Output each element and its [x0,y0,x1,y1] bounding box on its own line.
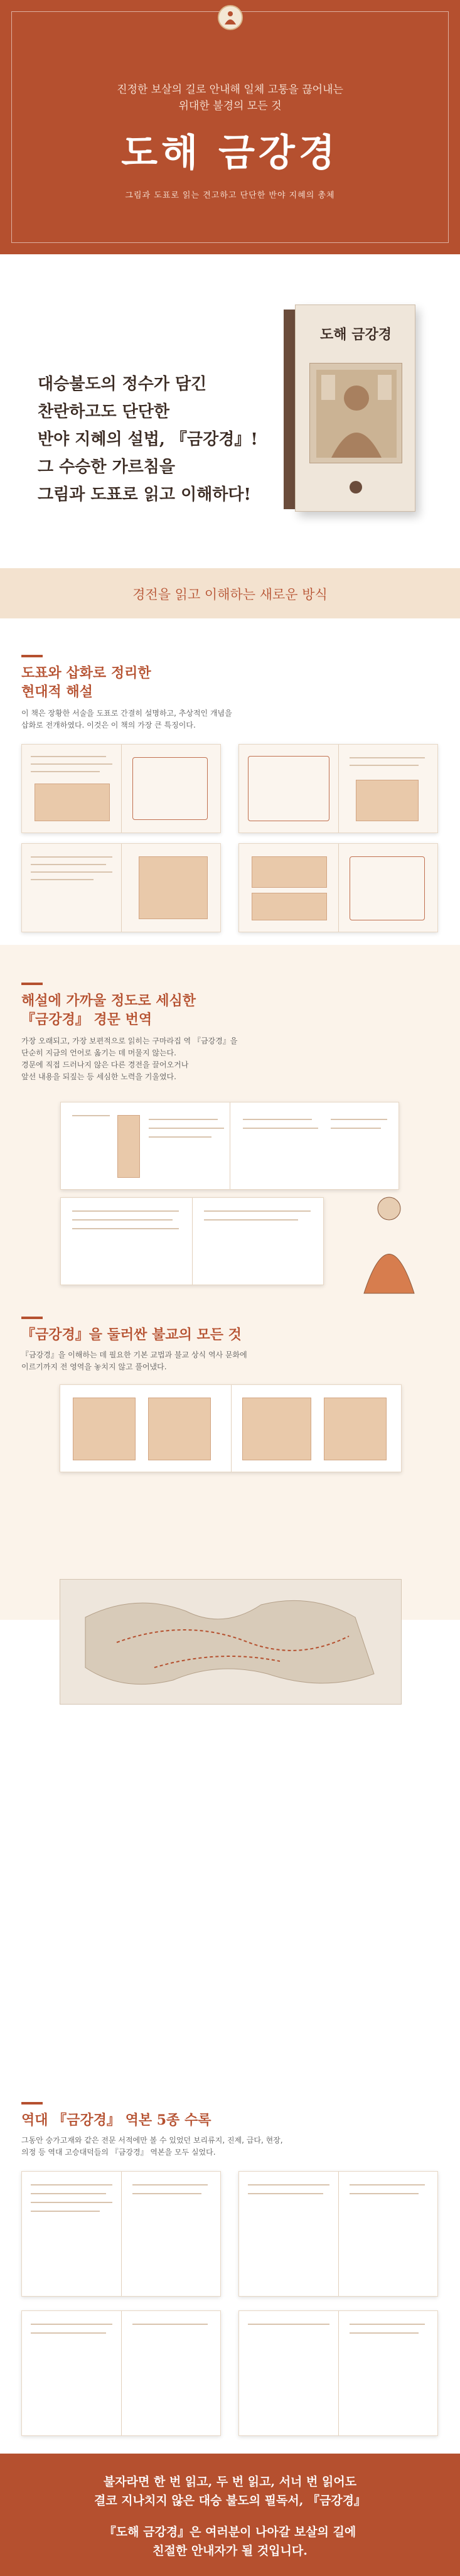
intro-line: 대승불도의 정수가 담긴 [38,375,207,394]
section-title [21,991,196,1029]
method-banner [0,568,460,618]
page-spread-image [238,2171,438,2297]
section-title-line: 『금강경』 경문 번역 [21,1011,152,1028]
book-front [295,304,415,512]
footer-line: 『도해 금강경』은 여러분이 나아갈 보살의 길에 [104,2525,356,2539]
section-body [21,1349,385,1373]
page-spread-image [21,2171,221,2297]
section-body-line: 경문에 직접 드러나지 않은 다른 경전을 끌어오거나 [21,1060,189,1069]
map-illustration [60,1579,402,1705]
page-spread-image [21,843,221,932]
book-title: 도해 금강경 [320,326,392,343]
section-accent-bar [21,983,43,985]
hero-section [0,0,460,254]
section-title-line: 해설에 가까울 정도로 세심한 [21,993,196,1009]
footer-line: 결코 지나치지 않은 대승 불도의 필독서, 『금강경』 [94,2494,366,2508]
page-spread-image [21,2310,221,2436]
section-body-line: 이르기까지 전 영역을 놓치지 않고 풀어냈다. [21,1362,167,1371]
section-accent-bar [21,655,43,657]
section-body-line: 앞선 내용을 되짚는 등 세심한 노력을 기울였다. [21,1072,176,1081]
section-buddhism [0,1271,460,1620]
section-title-line: 도표와 삽화로 정리한 [21,665,151,681]
book-cover-image [284,304,415,512]
intro-section [0,254,460,568]
publisher-logo [350,481,362,493]
method-banner-text: 경전을 읽고 이해하는 새로운 방식 [132,587,328,602]
hero-tagline: 그림과 도표로 읽는 견고하고 단단한 반야 지혜의 총체 [125,191,335,200]
intro-line: 찬란하고도 단단한 [38,402,169,421]
intro-line: 그 수승한 가르침을 [38,458,176,477]
page-spread-image [21,744,221,833]
section-body [21,2135,385,2158]
section-body-line: 그동안 숭가고재와 같은 전문 서적에만 볼 수 있었던 보리류지, 진제, 급다, 현장, [21,2136,283,2145]
section-title: 『금강경』을 둘러싼 불교의 모든 것 [21,1327,242,1343]
section-title-line: 현대적 해설 [21,684,93,700]
footer-line: 불자라면 한 번 읽고, 두 번 읽고, 서너 번 읽어도 [103,2475,357,2489]
section-body [21,708,385,731]
section-title: 역대 『금강경』 역본 5종 수록 [21,2112,211,2128]
section-accent-bar [21,2102,43,2104]
page-spread-image [238,744,438,833]
section-translation [0,945,460,1271]
page-spread-image [60,1384,402,1472]
buddha-icon [218,5,243,30]
section-body-line: 이 책은 장황한 서술을 도표로 간결히 설명하고, 추상적인 개념을 [21,709,232,718]
page-spread-image [60,1102,399,1190]
hero-subtitle [0,82,460,114]
intro-headline [38,370,258,509]
intro-line: 반야 지혜의 설법, 『금강경』! [38,430,258,449]
section-body-line: 『금강경』을 이해하는 데 필요한 기본 교법과 불교 상식 역사 문화에 [21,1350,247,1359]
footer-line: 친절한 안내자가 될 것입니다. [152,2544,308,2558]
hero-subtitle-line: 위대한 불경의 모든 것 [178,100,282,112]
section-body-line: 단순히 지금의 언어로 옮기는 데 머물지 않는다. [21,1048,176,1057]
section-accent-bar [21,1317,43,1319]
section-body-line: 가장 오래되고, 가장 보편적으로 읽히는 구마라집 역 『금강경』을 [21,1037,238,1045]
intro-line: 그림과 도표로 읽고 이해하다! [38,485,251,504]
section-body-line: 삽화로 전개하였다. 이것은 이 책의 가장 큰 특징이다. [21,721,196,730]
footer-section [0,2454,460,2576]
hero-subtitle-line: 진정한 보살의 길로 안내해 일체 고통을 끊어내는 [117,84,343,96]
section-translations [0,2091,460,2454]
section-title [21,664,151,701]
section-body-line: 의정 등 역대 고승대덕들의 『금강경』 역본을 모두 실었다. [21,2148,216,2157]
page-spread-image [238,2310,438,2436]
page-spread-image [238,843,438,932]
section-diagrams [0,618,460,945]
book-illustration [309,363,402,463]
section-body [21,1035,385,1083]
hero-title: 도해 금강경 [121,131,339,175]
